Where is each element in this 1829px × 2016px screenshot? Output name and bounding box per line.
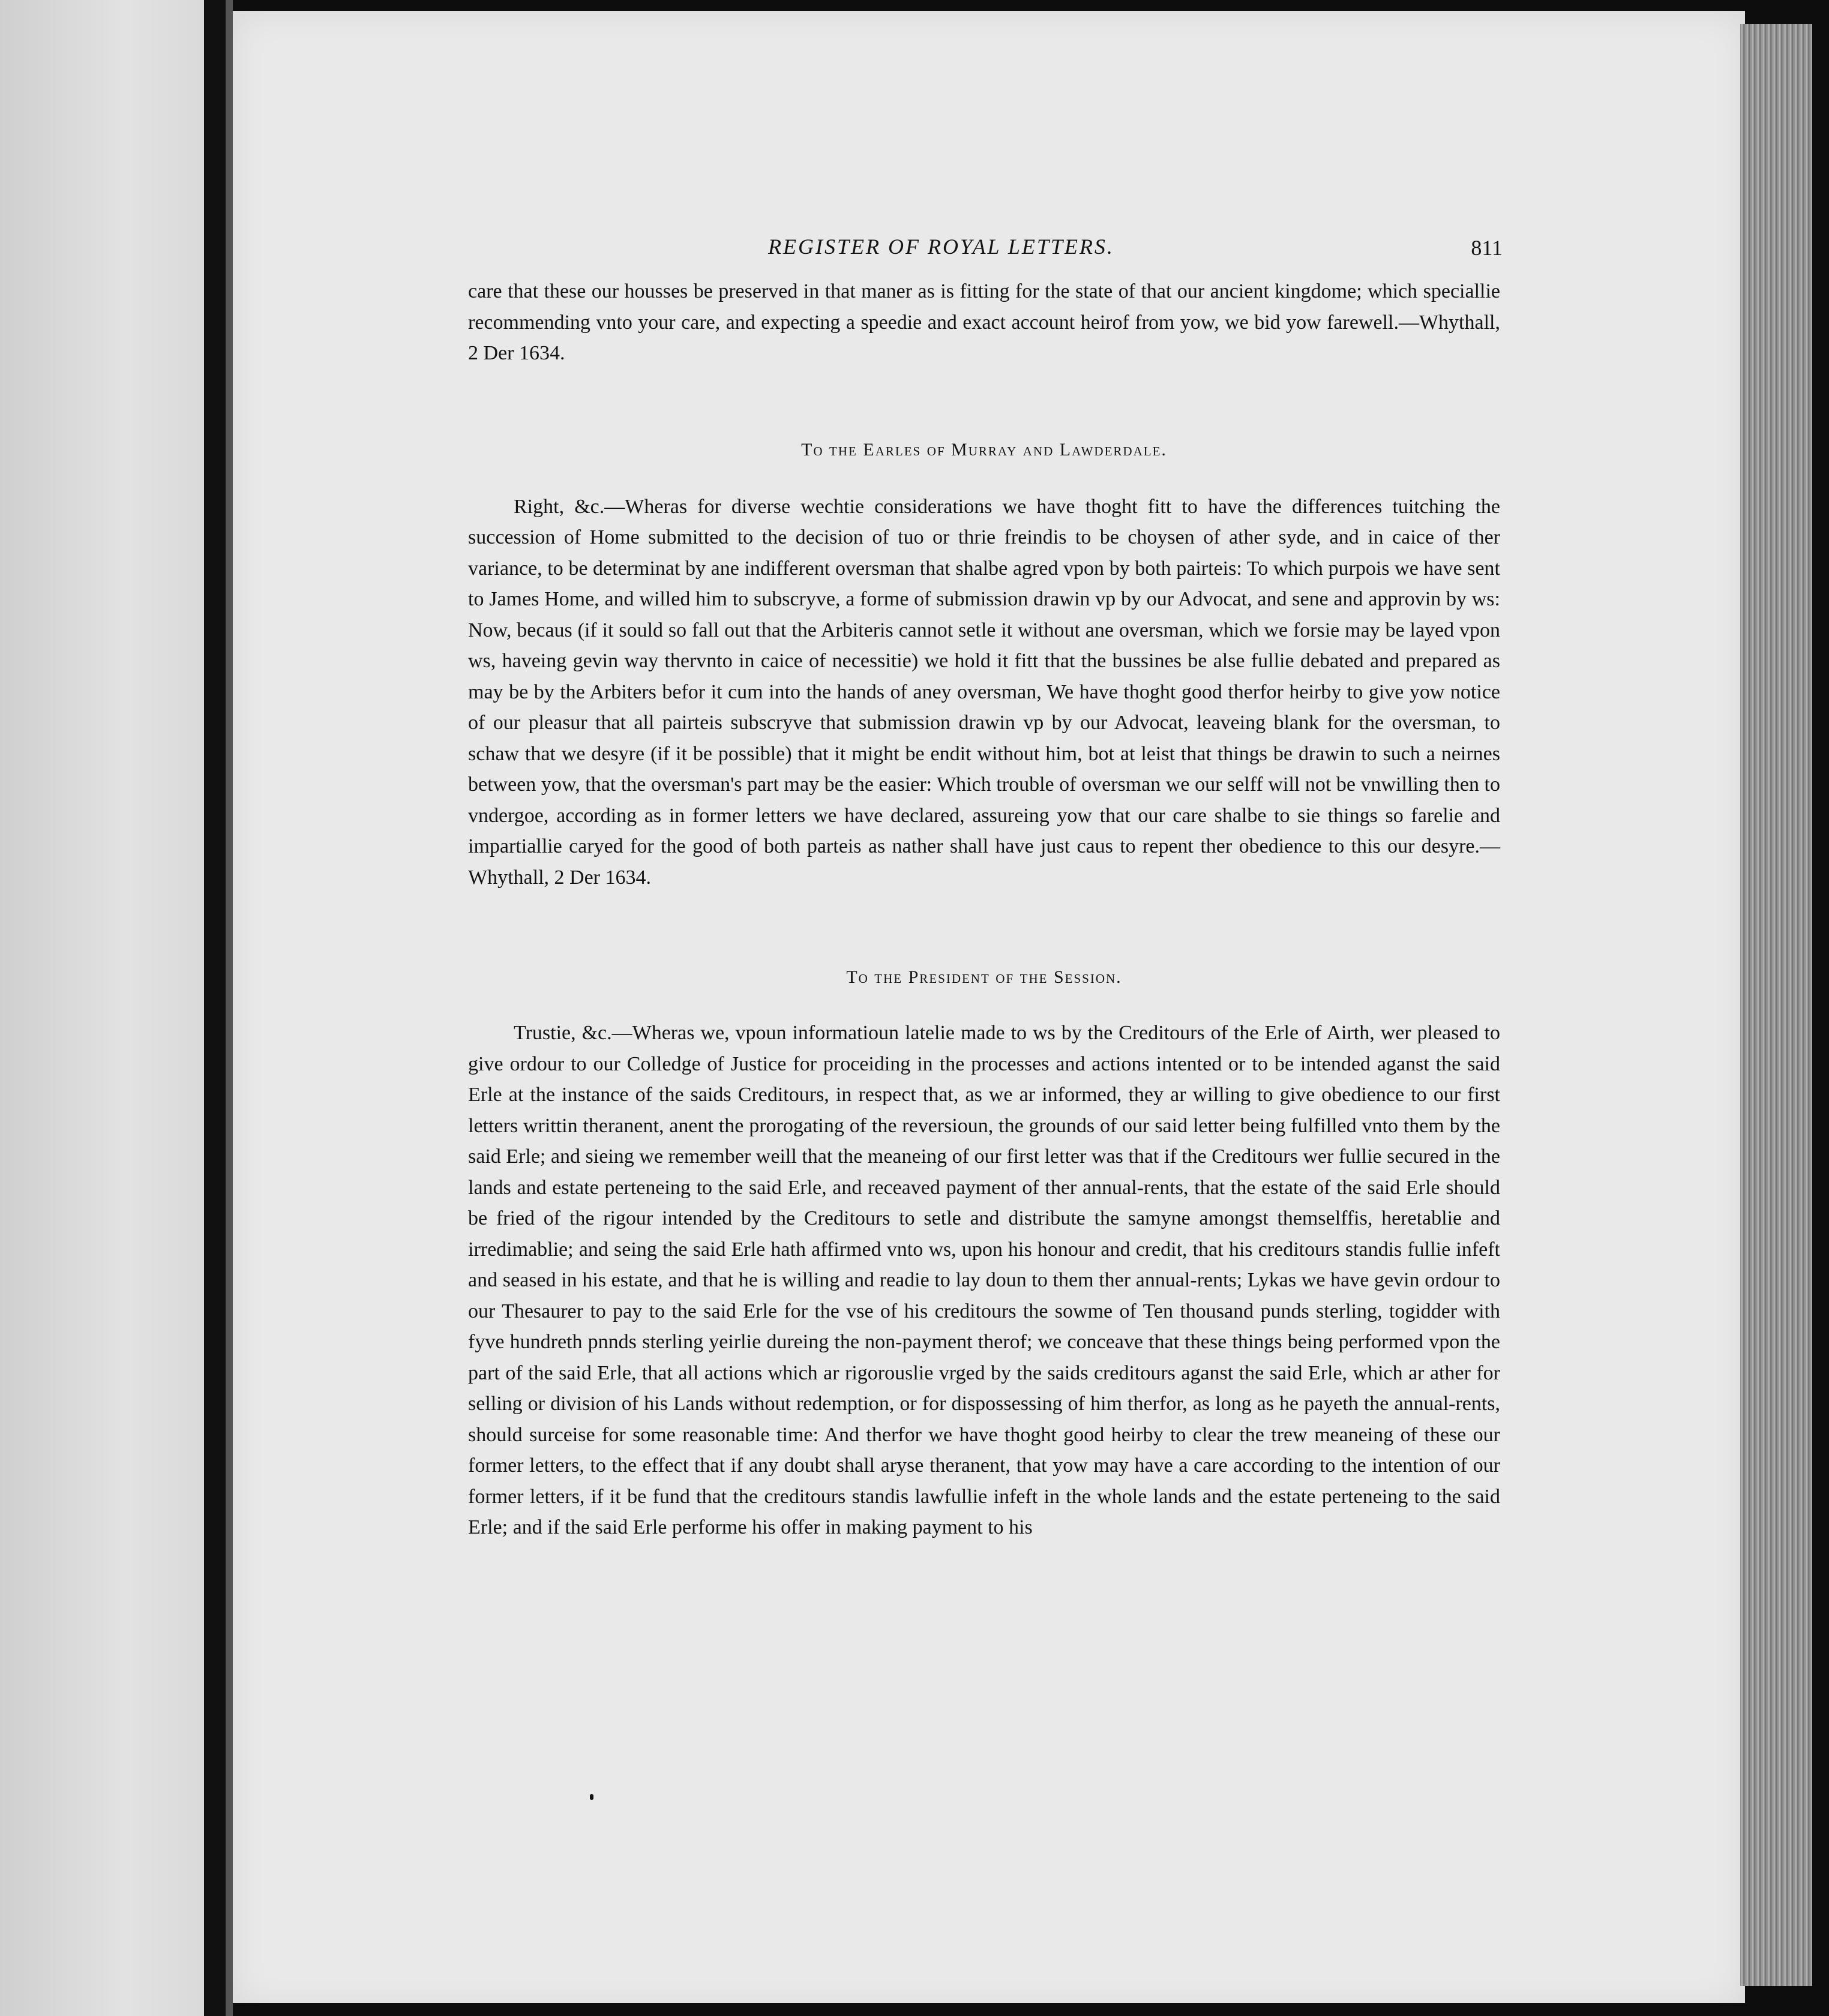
book-spine-shadow [204, 0, 226, 2016]
scan-border-bottom [233, 2003, 1829, 2016]
letter-body-murray-lawderdale: Right, &c.—Wheras for diverse wechtie considerations we have thoght fitt to have the differences tuitching the succession of Home submitted to the decision of tuo or thrie freindis to be choysen of ather syde, and in caice of ther variance, to be determinat by ane indifferent oversman that shalbe agred vpon by both pairteis: To which purpois we have sent to James Home, and willed him to subscryve, a forme of submission drawin vp by our Advocat, and sene and approvin by ws: Now, becaus (if it sould so fall out that the Arbiteris cannot setle it without ane oversman, which we forsie may be layed vpon ws, haveing gevin way thervnto in caice of necessitie) we hold it fitt that the bussines be alse fullie debated and prepared as may be by the Arbiters befor it cum into the hands of aney oversman, We have thoght good therfor heirby to give yow notice of our pleasur that all pairteis subscryve that submission drawin vp by our Advocat, leaveing blank for the oversman, to schaw that we desyre (if it be possible) that it might be endit without him, bot at leist that things be drawin to such a neirnes between yow, that the oversman's part may be the easier: Which trouble of oversman we our selff will not be vnwilling then to vndergoe, according as in former letters we have declared, assureing yow that our care shalbe to sie things so farelie and impartiallie caryed for the good of both parteis as nather shall have just caus to repent ther obedience to this our desyre.—Whythall, 2 Der 1634. [468, 495, 1500, 889]
running-title: REGISTER OF ROYAL LETTERS. [768, 235, 1114, 259]
ink-speck [590, 1794, 593, 1800]
page-number: 811 [1471, 236, 1503, 260]
letter-heading-president-session: To the President of the Session. [846, 967, 1122, 987]
letter-heading-murray-lawderdale: To the Earles of Murray and Lawderdale. [801, 439, 1167, 460]
opening-paragraph: care that these our housses be preserved in that maner as is fitting for the state of that our ancient kingdome; which speciallie recommending vnto your care, and expecting a speedie and exact account heirof from yow, we bid yow farewell.—Whythall, 2 Der 1634. [468, 280, 1500, 364]
left-page-margin [0, 0, 210, 2016]
running-head [468, 234, 1503, 276]
page-stack-edges [1740, 24, 1812, 1986]
scan-border-top [233, 0, 1829, 11]
letter-body-president-session: Trustie, &c.—Wheras we, vpoun informatioun latelie made to ws by the Creditours of the Erle of Airth, wer pleased to give ordour to our Colledge of Justice for proceiding in the processes and actions intented or to be intended aganst the said Erle at the instance of the saids Creditours, in respect that, as we ar informed, they ar willing to give obedience to our first letters writtin theranent, anent the prorogating of the reversioun, the grounds of our said letter being fulfilled vnto them by the said Erle; and sieing we remember weill that the meaneing of our first letter was that if the Creditours wer fullie secured in the lands and estate perteneing to the said Erle, and receaved payment of ther annual-rents, that the estate of the said Erle should be fried of the rigour intended by the Creditours to setle and distribute the samyne amongst themselffis, heretablie and irredimablie; and seing the said Erle hath affirmed vnto ws, upon his honour and credit, that his creditours standis fullie infeft and seased in his estate, and that he is willing and readie to lay doun to them ther annual-rents; Lykas we have gevin ordour to our Thesaurer to pay to the said Erle for the vse of his creditours the sowme of Ten thousand punds sterling, togidder with fyve hundreth pnnds sterling yeirlie dureing the non-payment therof; we conceave that these things being performed vpon the part of the said Erle, that all actions which ar rigorouslie vrged by the saids creditours aganst the said Erle, which ar ather for selling or division of his Lands without redemption, or for dispossessing of him therfor, as long as he payeth the annual-rents, should surceise for some reasonable time: And therfor we have thoght good heirby to clear the trew meaneing of these our former letters, to the effect that if any doubt shall aryse theranent, that yow may have a care according to the intention of our former letters, if it be fund that the creditours standis lawfullie infeft in the whole lands and the estate perteneing to the said Erle; and if the said Erle performe his offer in making payment to his [468, 1022, 1500, 1538]
page-content [468, 234, 1503, 1543]
